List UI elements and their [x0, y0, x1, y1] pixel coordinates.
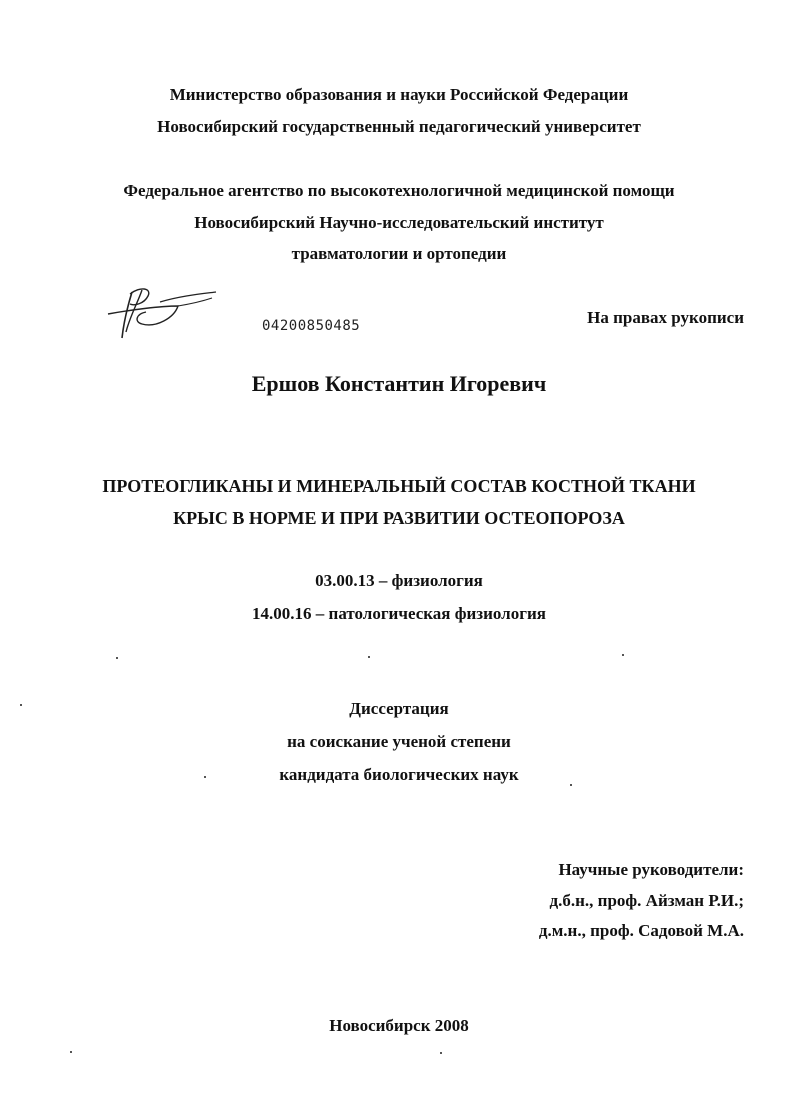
title-line-1: ПРОТЕОГЛИКАНЫ И МИНЕРАЛЬНЫЙ СОСТАВ КОСТНОЙ ТКАНИ [102, 476, 696, 496]
specialty-2: 14.00.16 – патологическая физиология [252, 604, 546, 623]
scan-speck [622, 654, 624, 656]
scan-speck [440, 1052, 442, 1054]
city-year: Новосибирск 2008 [329, 1016, 469, 1035]
supervisors-heading: Научные руководители: [558, 860, 744, 879]
dissertation-type: Диссертация [349, 699, 449, 718]
scan-speck [70, 1051, 72, 1053]
header-agency: Федеральное агентство по высокотехнологичной медицинской помощи [123, 181, 675, 200]
header-institute: Новосибирский Научно-исследовательский институт [194, 213, 604, 232]
scan-speck [20, 704, 22, 706]
header-institute-field: травматологии и ортопедии [291, 244, 507, 263]
specialty-1: 03.00.13 – физиология [315, 571, 483, 590]
signature [100, 280, 230, 355]
dissertation-degree: кандидата биологических наук [279, 765, 519, 784]
title-line-2: КРЫС В НОРМЕ И ПРИ РАЗВИТИИ ОСТЕОПОРОЗА [173, 508, 625, 528]
header-ministry: Министерство образования и науки Российской Федерации [169, 85, 629, 104]
document-number: 04200850485 [262, 318, 361, 334]
scan-speck [116, 657, 118, 659]
supervisor-2: д.м.н., проф. Садовой М.А. [538, 921, 744, 940]
scan-speck [204, 776, 206, 778]
dissertation-purpose: на соискание ученой степени [287, 732, 511, 751]
supervisor-1: д.б.н., проф. Айзман Р.И.; [549, 891, 744, 910]
scan-speck [570, 784, 572, 786]
rights-notice: На правах рукописи [587, 308, 744, 327]
header-university: Новосибирский государственный педагогический университет [157, 117, 641, 136]
scan-speck [368, 656, 370, 658]
author-name: Ершов Константин Игоревич [251, 371, 547, 396]
